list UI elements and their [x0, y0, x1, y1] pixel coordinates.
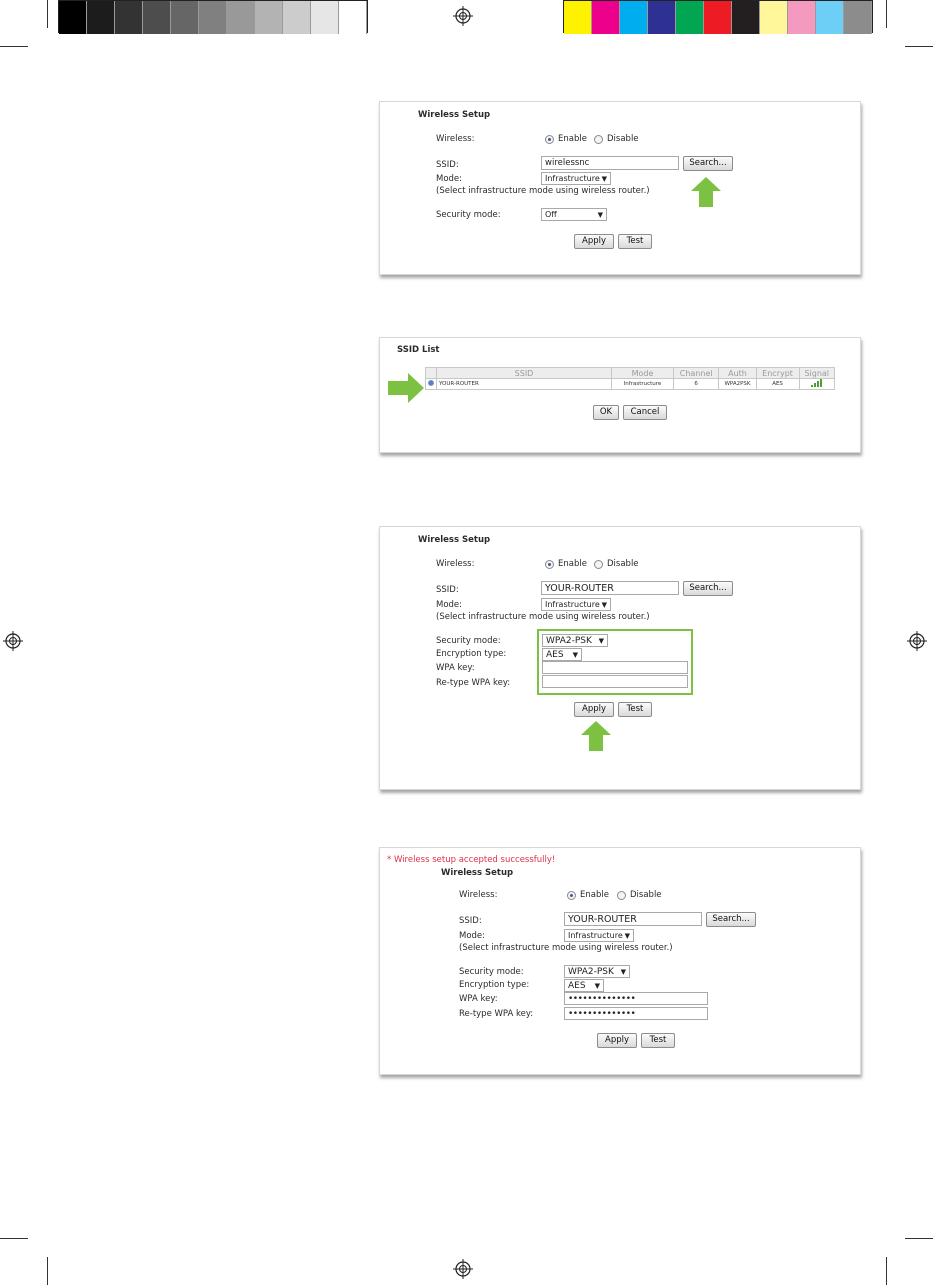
calibration-swatch	[732, 1, 760, 34]
security-mode-select[interactable]	[541, 208, 607, 221]
chevron-down-icon: ▼	[601, 601, 607, 609]
ssid-label: SSID:	[436, 160, 459, 170]
mode-hint: (Select infrastructure mode using wireless router.)	[436, 612, 650, 622]
calibration-swatch	[704, 1, 732, 34]
encryption-type-select[interactable]	[564, 979, 604, 992]
encrypt-cell: AES	[756, 379, 799, 390]
wireless-setup-panel-4	[379, 847, 861, 1075]
wireless-setup-panel-3	[379, 526, 861, 790]
chevron-down-icon: ▼	[624, 932, 630, 940]
encryption-type-label: Encryption type:	[459, 980, 530, 990]
calibration-swatch	[199, 1, 227, 34]
encryption-type-select[interactable]	[542, 648, 582, 661]
green-arrow-right-icon	[388, 373, 424, 403]
signal-strength-icon	[811, 379, 823, 387]
disable-label: Disable	[607, 559, 639, 569]
calibration-swatch	[255, 1, 283, 34]
retype-wpa-key-label: Re-type WPA key:	[459, 1009, 534, 1019]
ssid-list-panel	[379, 337, 861, 453]
channel-cell: 6	[674, 379, 719, 390]
chevron-down-icon: ▼	[597, 211, 603, 219]
calibration-swatch	[115, 1, 143, 34]
calibration-swatch	[339, 1, 367, 34]
enable-radio[interactable]	[545, 560, 554, 569]
wireless-setup-panel-1	[379, 101, 861, 275]
column-auth: Auth	[719, 368, 756, 379]
mode-hint: (Select infrastructure mode using wireless router.)	[436, 186, 650, 196]
ssid-table	[425, 367, 835, 390]
calibration-swatch	[676, 1, 704, 34]
column-signal: Signal	[799, 368, 835, 379]
wpa-key-label: WPA key:	[459, 994, 498, 1004]
calibration-swatch	[227, 1, 255, 34]
chevron-down-icon: ▼	[601, 175, 607, 183]
calibration-swatch	[592, 1, 620, 34]
mode-select[interactable]	[541, 598, 611, 611]
crop-mark	[886, 1257, 887, 1285]
success-message: * Wireless setup accepted successfully!	[387, 855, 556, 865]
registration-mark-icon	[453, 1259, 473, 1279]
retype-wpa-key-input[interactable]	[542, 675, 688, 688]
crop-mark	[47, 0, 48, 28]
calibration-swatch	[143, 1, 171, 34]
mode-hint: (Select infrastructure mode using wireless router.)	[459, 943, 673, 953]
calibration-swatch	[59, 1, 87, 34]
security-mode-value: WPA2-PSK	[546, 636, 592, 646]
cancel-button[interactable]: Cancel	[623, 405, 667, 420]
panel-title: Wireless Setup	[418, 110, 491, 120]
wireless-label: Wireless:	[459, 890, 498, 900]
crop-mark	[905, 1238, 933, 1239]
calibration-swatch	[648, 1, 676, 34]
security-mode-select[interactable]	[564, 965, 630, 978]
registration-mark-icon	[907, 631, 927, 651]
wireless-label: Wireless:	[436, 559, 475, 569]
security-mode-label: Security mode:	[459, 967, 524, 977]
search-button[interactable]: Search...	[683, 581, 733, 596]
calibration-swatch	[816, 1, 844, 34]
panel-title: Wireless Setup	[418, 535, 491, 545]
color-calibration-bar	[563, 0, 873, 33]
mode-select-value: Infrastructure	[545, 600, 600, 609]
enable-label: Enable	[558, 134, 587, 144]
chevron-down-icon: ▼	[594, 982, 600, 990]
calibration-swatch	[788, 1, 816, 34]
retype-wpa-key-label: Re-type WPA key:	[436, 678, 511, 688]
disable-label: Disable	[630, 890, 662, 900]
crop-mark	[0, 46, 28, 47]
mode-select-value: Infrastructure	[545, 174, 600, 183]
chevron-down-icon: ▼	[598, 637, 604, 645]
calibration-swatch	[844, 1, 872, 34]
retype-wpa-key-input[interactable]: ••••••••••••••	[564, 1007, 708, 1020]
disable-radio[interactable]	[594, 560, 603, 569]
chevron-down-icon: ▼	[620, 968, 626, 976]
apply-button[interactable]: Apply	[574, 702, 614, 717]
wpa-key-input[interactable]: ••••••••••••••	[564, 992, 708, 1005]
registration-mark-icon	[453, 6, 473, 26]
calibration-swatch	[87, 1, 115, 34]
security-mode-label: Security mode:	[436, 636, 501, 646]
enable-label: Enable	[580, 890, 609, 900]
enable-radio[interactable]	[567, 891, 576, 900]
row-radio-cell[interactable]	[426, 379, 437, 390]
green-arrow-up-icon	[691, 177, 721, 207]
crop-mark	[905, 46, 933, 47]
enable-radio[interactable]	[545, 135, 554, 144]
ok-button[interactable]: OK	[593, 405, 619, 420]
column-channel: Channel	[674, 368, 719, 379]
calibration-swatch	[283, 1, 311, 34]
security-mode-select[interactable]	[542, 634, 608, 647]
test-button[interactable]: Test	[641, 1033, 675, 1048]
search-button[interactable]: Search...	[706, 912, 756, 927]
encryption-type-value: AES	[546, 650, 564, 660]
chevron-down-icon: ▼	[572, 651, 578, 659]
encryption-type-value: AES	[568, 981, 586, 991]
column-select	[426, 368, 437, 379]
apply-button[interactable]: Apply	[574, 234, 614, 249]
mode-label: Mode:	[459, 931, 486, 941]
table-row[interactable]	[426, 379, 835, 390]
grayscale-calibration-bar	[58, 0, 368, 33]
ssid-input[interactable]: YOUR-ROUTER	[541, 581, 679, 595]
mode-cell: Infrastructure	[612, 379, 674, 390]
disable-label: Disable	[607, 134, 639, 144]
green-arrow-up-icon	[581, 721, 611, 751]
calibration-swatch	[760, 1, 788, 34]
calibration-swatch	[171, 1, 199, 34]
column-ssid: SSID	[437, 368, 612, 379]
mode-select-value: Infrastructure	[568, 931, 623, 940]
auth-cell: WPA2PSK	[719, 379, 756, 390]
encryption-type-label: Encryption type:	[436, 649, 507, 659]
enable-label: Enable	[558, 559, 587, 569]
ssid-input[interactable]: YOUR-ROUTER	[564, 912, 702, 926]
calibration-swatch	[564, 1, 592, 34]
panel-title: Wireless Setup	[441, 868, 514, 878]
wireless-label: Wireless:	[436, 134, 475, 144]
wpa-key-label: WPA key:	[436, 663, 475, 673]
crop-mark	[886, 0, 887, 28]
signal-cell	[799, 379, 835, 390]
crop-mark	[0, 1238, 28, 1239]
ssid-label: SSID:	[436, 585, 459, 595]
security-mode-value: WPA2-PSK	[568, 967, 614, 977]
mode-select[interactable]	[541, 172, 611, 185]
ssid-label: SSID:	[459, 916, 482, 926]
registration-mark-icon	[3, 631, 23, 651]
search-button[interactable]: Search...	[683, 156, 733, 171]
wpa-key-input[interactable]	[542, 661, 688, 674]
column-encrypt: Encrypt	[756, 368, 799, 379]
mode-select[interactable]	[564, 929, 634, 942]
security-mode-value: Off	[545, 210, 557, 219]
apply-button[interactable]: Apply	[597, 1033, 637, 1048]
test-button[interactable]: Test	[618, 702, 652, 717]
calibration-swatch	[620, 1, 648, 34]
disable-radio[interactable]	[617, 891, 626, 900]
security-mode-label: Security mode:	[436, 210, 501, 220]
ssid-cell: YOUR-ROUTER	[437, 379, 612, 390]
test-button[interactable]: Test	[618, 234, 652, 249]
crop-mark	[47, 1257, 48, 1285]
disable-radio[interactable]	[594, 135, 603, 144]
ssid-input[interactable]: wirelessnc	[541, 156, 679, 170]
mode-label: Mode:	[436, 174, 463, 184]
panel-title: SSID List	[397, 345, 440, 355]
calibration-swatch	[311, 1, 339, 34]
mode-label: Mode:	[436, 600, 463, 610]
column-mode: Mode	[612, 368, 674, 379]
